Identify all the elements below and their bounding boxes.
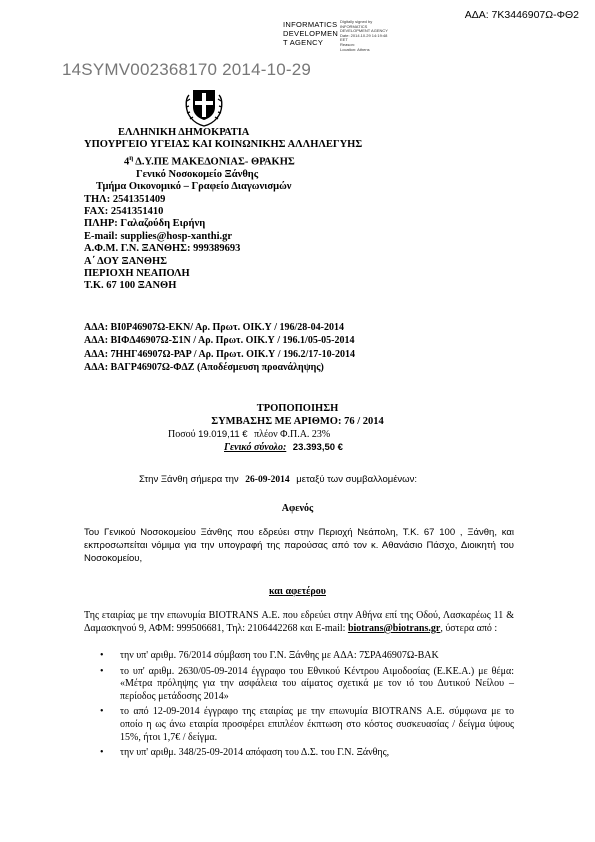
list-item — [88, 747, 514, 760]
intro-date: 26-09-2014 — [245, 475, 290, 485]
signature-org — [283, 20, 338, 47]
signature-fine-line: Reason: — [340, 41, 355, 47]
intro-post: μεταξύ των συμβαλλομένων: — [296, 474, 417, 485]
bullet-icon: • — [100, 747, 104, 759]
header-contact-person: ΠΛΗΡ: Γαλαζούδη Ειρήνη — [84, 218, 206, 230]
amount-line — [168, 429, 330, 440]
greek-coat-of-arms-icon — [182, 83, 226, 127]
list-item — [88, 706, 514, 744]
bullet-icon: • — [100, 665, 104, 677]
signature-org-line: DEVELOPMEN — [283, 29, 339, 38]
ada-reference: ΑΔΑ: ΒΑΓΡ46907Ω-ΦΔΖ (Αποδέσμευση προανάληψης) — [84, 362, 324, 374]
list-item-text: την υπ' αριθμ. 76/2014 σύμβαση του Γ.Ν. Ξάνθης με ΑΔΑ: 7ΣΡΑ46907Ω-ΒΑΚ — [120, 650, 439, 661]
signature-fine-line: INFORMATICS — [340, 23, 368, 29]
signature-fine-line: Digitally signed by — [340, 19, 373, 24]
header-afm: Α.Φ.Μ. Γ.Ν. ΞΑΝΘΗΣ: 999389693 — [84, 243, 241, 255]
header-region-sup: η — [129, 153, 134, 162]
ada-reference: ΑΔΑ: ΒΙΦΔ46907Ω-Σ1Ν / Αρ. Πρωτ. ΟΙΚ.Υ / 196.1/05-05-2014 — [84, 335, 355, 347]
ada-reference: ΑΔΑ: ΒΙ0Ρ46907Ω-ΕΚΝ/ Αρ. Πρωτ. ΟΙΚ.Υ / 196/28-04-2014 — [84, 322, 344, 333]
total-value: 23.393,50 € — [292, 442, 343, 453]
contract-number: ΣΥΜΒΑΣΗΣ ΜΕ ΑΡΙΘΜΟ: 76 / 2014 — [211, 416, 384, 427]
header-region-num: 4 — [124, 156, 130, 168]
header-region-rest: Δ.Υ.ΠΕ ΜΑΚΕΔΟΝΙΑΣ- ΘΡΑΚΗΣ — [133, 156, 295, 168]
party2-paragraph — [84, 610, 514, 636]
header-fax: FAX: 2541351410 — [84, 205, 164, 217]
intro-line — [139, 474, 417, 485]
list-item — [88, 666, 514, 704]
bullet-icon: • — [100, 650, 104, 661]
signature-fine-line: DEVELOPMENT AGENCY — [340, 28, 388, 34]
party2-text-end: , ύστερα από : — [440, 622, 498, 634]
header-doy: Α΄ ΔΟΥ ΞΑΝΘΗΣ — [84, 255, 168, 267]
signature-fine-line: EET — [340, 37, 348, 43]
bullet-icon: • — [100, 706, 104, 718]
header-tel: ΤΗΛ: 2541351409 — [84, 193, 166, 205]
header-area: ΠΕΡΙΟΧΗ ΝΕΑΠΟΛΗ — [84, 267, 190, 279]
list-item-text: την υπ' αριθμ. 348/25-09-2014 απόφαση του Δ.Σ. του Γ.Ν. Ξάνθης, — [120, 747, 390, 759]
kai-afeterou-heading: και αφετέρου — [269, 586, 326, 597]
header-email[interactable]: E-mail: supplies@hosp-xanthi.gr — [84, 230, 233, 242]
list-item — [88, 650, 514, 663]
total-label: Γενικό σύνολο: — [224, 442, 287, 453]
signature-org-line: T AGENCY — [283, 38, 324, 47]
ada-reference-list — [84, 321, 355, 375]
document-title: ΤΡΟΠΟΠΟΙΗΣΗ — [256, 403, 339, 414]
header-postal-code: Τ.Κ. 67 100 ΞΑΝΘΗ — [84, 280, 177, 292]
signature-fine-line: Location: Athens — [340, 46, 370, 52]
amount-value: 19.019,11 € — [198, 429, 248, 440]
ada-top: ΑΔΑ: 7Κ3446907Ω-ΦΘ2 — [464, 9, 579, 21]
signature-org-line: INFORMATICS — [283, 20, 338, 29]
header-ministry: ΥΠΟΥΡΓΕΙΟ ΥΓΕΙΑΣ ΚΑΙ ΚΟΙΝΩΝΙΚΗΣ ΑΛΛΗΛΕΓΥΗΣ — [84, 139, 363, 151]
header-country: ΕΛΛΗΝΙΚΗ ΔΗΜΟΚΡΑΤΙΑ — [118, 127, 250, 138]
intro-pre: Στην Ξάνθη σήμερα την — [139, 474, 239, 485]
header-region — [84, 152, 362, 169]
ada-reference: ΑΔΑ: 7ΗΗΓ46907Ω-ΡΑΡ / Αρ. Πρωτ. ΟΙΚ.Υ / 196.2/17-10-2014 — [84, 348, 355, 360]
header-hospital: Γενικό Νοσοκομείο Ξάνθης — [136, 168, 259, 180]
list-item-text: το από 12-09-2014 έγγραφο της εταιρίας με την επωνυμία BIOTRANS Α.Ε. σύμφωνα με το οποίο η ως άνω εταιρία προσφέρει επιπλέον έκπτωση στο κόστος συσκευασίας / δείγμα ύψους 15%, ήτοι 1,7€ / δείγμα. — [120, 706, 514, 743]
signature-fine-line: Date: 2014.10.29 14:19:48 — [340, 32, 388, 38]
amount-vat: πλέον Φ.Π.Α. 23% — [254, 429, 331, 440]
premises-list — [88, 650, 514, 763]
afenos-heading: Αφενός — [281, 503, 314, 514]
total-line — [224, 442, 343, 453]
signature-fine-print — [340, 20, 388, 52]
document-stamp: 14SYMV002368170 2014-10-29 — [62, 60, 312, 79]
party2-email-link[interactable]: biotrans@biotrans.gr — [347, 622, 441, 634]
party2-text: Της εταιρίας με την επωνυμία BIOTRANS Α.Ε. που εδρεύει στην Αθήνα επί της Οδού, Λασκαρέως 11 & Δαμασκηνού 9, ΑΦΜ: 999506681, Τηλ: 2106442268 και E-mail: — [84, 610, 514, 634]
party1-paragraph: Του Γενικού Νοσοκομείου Ξάνθης που εδρεύει στην Περιοχή Νεάπολη, Τ.Κ. 67 100 , Ξάνθη, και εκπροσωπείται νόμιμα για την υπογραφή της παρούσας από τον κ. Αθανάσιο Πάσχο, Διοικητή του Νοσοκομείου, — [84, 527, 514, 564]
list-item-text: το υπ' αριθμ. 2630/05-09-2014 έγγραφο του Εθνικού Κέντρου Αιμοδοσίας (Ε.ΚΕ.Α.) με θέμα: «Μέτρα πρόληψης για την ασφάλεια του αίματος σχετικά με τον ιό του Δυτικού Νείλου – περίοδος μετάδοσης 2014» — [120, 665, 514, 702]
amount-label: Ποσού — [168, 429, 196, 440]
document-header — [84, 127, 362, 293]
header-department: Τμήμα Οικονομικό – Γραφείο Διαγωνισμών — [96, 181, 292, 193]
